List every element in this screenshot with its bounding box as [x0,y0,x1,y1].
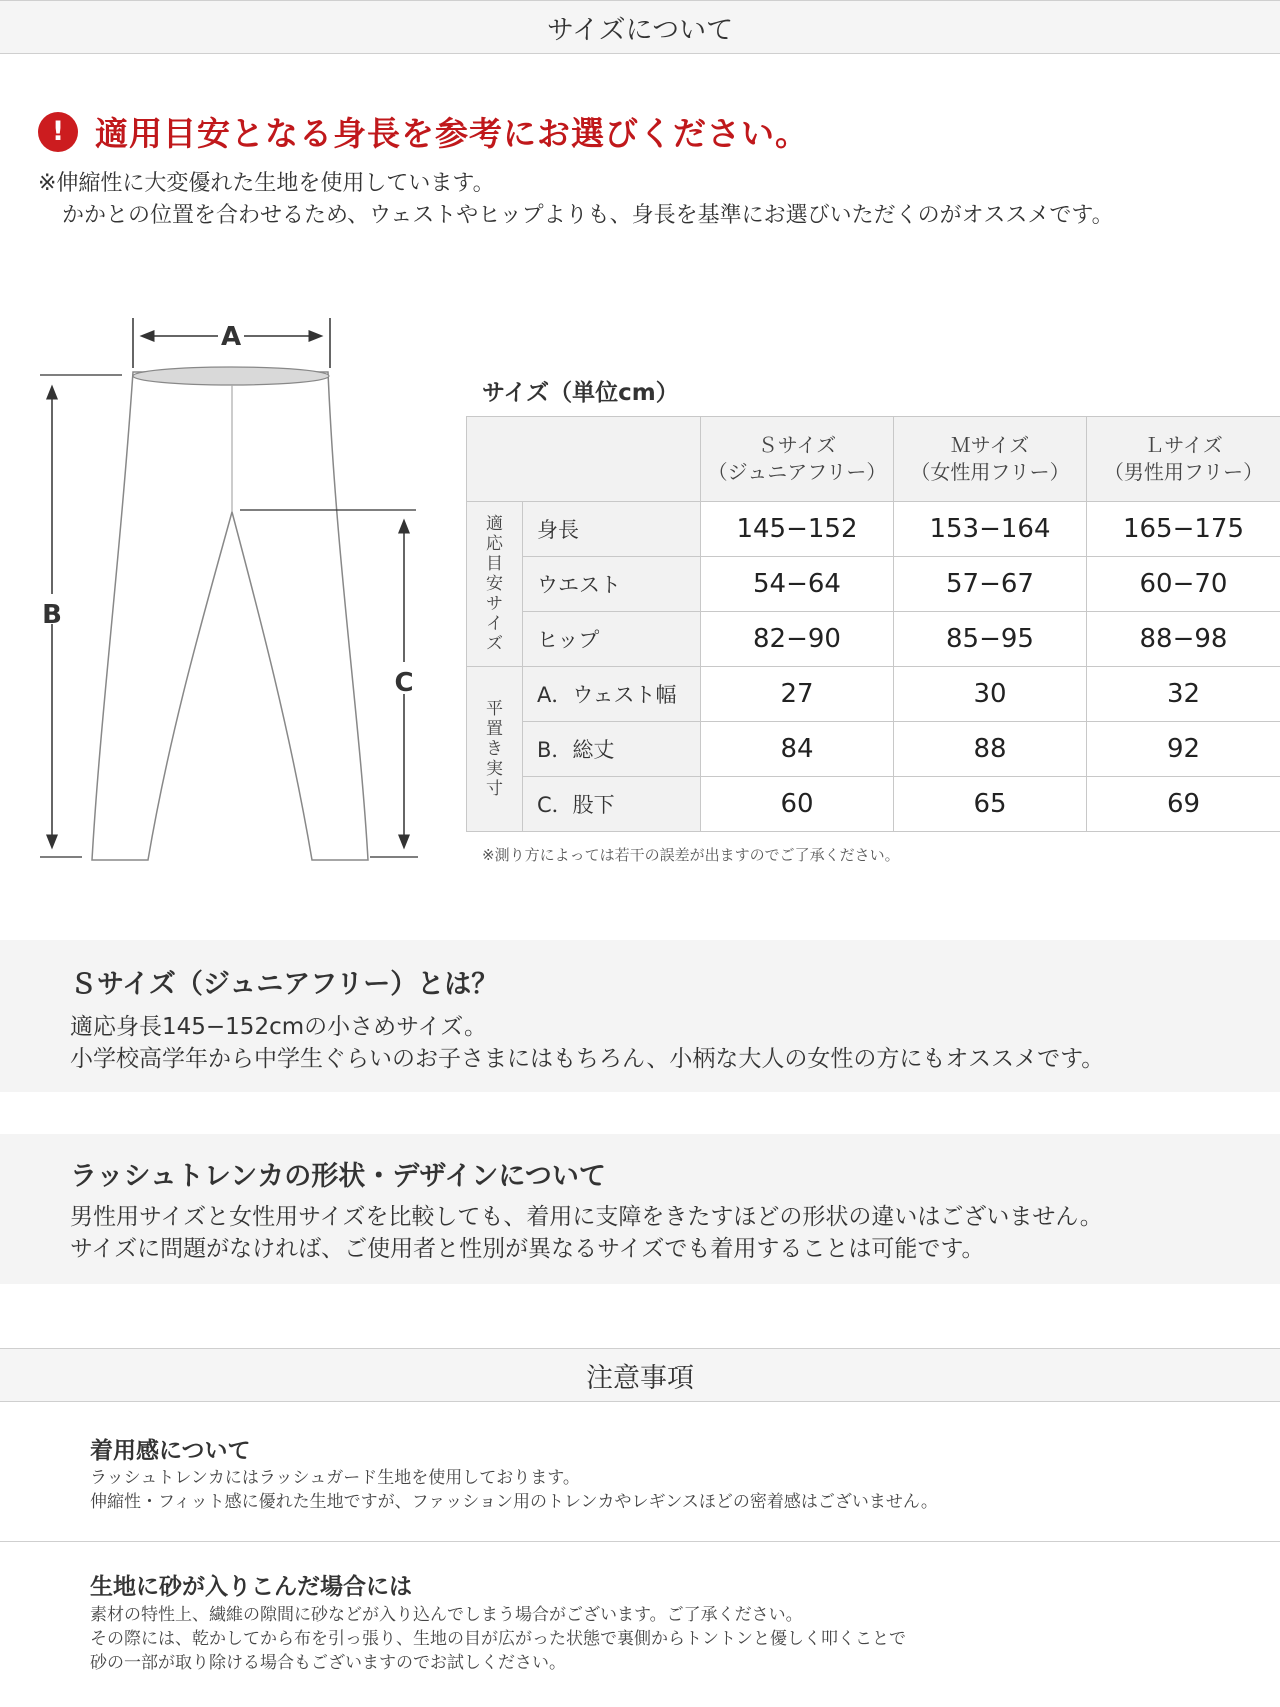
table-cell: 84 [701,722,894,777]
table-cell: 57−67 [894,557,1087,612]
size-table-header-row [467,417,1280,502]
leggings-diagram [0,300,430,880]
design-heading: ラッシュトレンカの形状・デザインについて [70,1161,606,1192]
size-table-note: ※測り方によっては若干の誤差が出ますのでご了承ください。 [482,846,900,864]
note-fit-line2: 伸縮性・フィット感に優れた生地ですが、ファッション用のトレンカやレギンスほどの密着感はございません。 [90,1492,938,1512]
warning-note-line2: かかとの位置を合わせるため、ウェストやヒップよりも、身長を基準にお選びいただくのがオススメです。 [62,203,1114,228]
table-cell: 82−90 [701,612,894,667]
group-label-text: 平置き実寸 [486,699,503,799]
design-info-panel [0,1134,1280,1284]
s-size-line2: 小学校高学年から中学生ぐらいのお子さまにはもちろん、小柄な大人の女性の方にもオススメです。 [70,1046,1105,1072]
warning-headline: 適用目安となる身長を参考にお選びください。 [95,114,809,153]
section-title: サイズについて [546,14,734,46]
row-label: 身長 [523,502,701,557]
dimension-label-a: A [220,322,242,352]
warning-row [38,108,809,155]
group-label-text: 適応目安サイズ [486,514,503,654]
column-header-l [1087,417,1280,502]
section-title: 注意事項 [586,1362,694,1394]
group-label-flat [467,667,523,832]
column-name: Ｓサイズ [757,433,837,457]
s-size-heading: Ｓサイズ（ジュニアフリー）とは？ [70,969,499,1000]
table-row [467,502,1280,557]
row-label: B．総丈 [523,722,701,777]
table-row [467,777,1280,832]
table-row [467,612,1280,667]
column-sub: （ジュニアフリー） [707,460,887,484]
s-size-info-panel [0,940,1280,1092]
exclamation-icon: ! [38,112,78,152]
note-sand-line2: その際には、乾かしてから布を引っ張り、生地の目が広がった状態で裏側からトントンと優しく叩くことで [90,1629,906,1649]
row-label: ウエスト [523,557,701,612]
note-sand-line1: 素材の特性上、繊維の隙間に砂などが入り込んでしまう場合がございます。ご了承ください。 [90,1605,803,1625]
dimension-label-c: C [394,668,414,698]
column-name: Ｍサイズ [950,433,1030,457]
section-header-size [0,0,1280,54]
table-row [467,722,1280,777]
warning-note-line1: ※伸縮性に大変優れた生地を使用しています。 [38,171,495,196]
size-table [466,416,1280,832]
table-cell: 32 [1087,667,1280,722]
table-cell: 88−98 [1087,612,1280,667]
table-cell: 60−70 [1087,557,1280,612]
table-cell: 145−152 [701,502,894,557]
size-table-title: サイズ（単位cm） [482,380,679,406]
note-fit-heading: 着用感について [90,1438,251,1464]
column-sub: （女性用フリー） [910,460,1070,484]
s-size-line1: 適応身長145−152cmの小さめサイズ。 [70,1014,487,1040]
table-cell: 69 [1087,777,1280,832]
table-row [467,667,1280,722]
table-cell: 165−175 [1087,502,1280,557]
column-sub: （男性用フリー） [1103,460,1264,484]
table-cell: 88 [894,722,1087,777]
table-cell: 153−164 [894,502,1087,557]
row-label: C．股下 [523,777,701,832]
note-divider [0,1541,1280,1542]
column-header-m [894,417,1087,502]
table-cell: 85−95 [894,612,1087,667]
design-line2: サイズに問題がなければ、ご使用者と性別が異なるサイズでも着用することは可能です。 [70,1236,985,1262]
table-row [467,557,1280,612]
note-sand-line3: 砂の一部が取り除ける場合もございますのでお試しください。 [90,1653,566,1673]
column-header-s [701,417,894,502]
table-cell: 54−64 [701,557,894,612]
note-sand-heading: 生地に砂が入りこんだ場合には [90,1574,412,1600]
row-label: ヒップ [523,612,701,667]
table-cell: 60 [701,777,894,832]
table-cell: 92 [1087,722,1280,777]
group-label-fit [467,502,523,667]
header-corner [467,417,701,502]
table-cell: 27 [701,667,894,722]
note-fit-line1: ラッシュトレンカにはラッシュガード生地を使用しております。 [90,1468,580,1488]
column-name: Ｌサイズ [1144,433,1223,457]
table-cell: 30 [894,667,1087,722]
table-cell: 65 [894,777,1087,832]
section-header-notes [0,1348,1280,1402]
design-line1: 男性用サイズと女性用サイズを比較しても、着用に支障をきたすほどの形状の違いはございません。 [70,1204,1103,1230]
dimension-label-b: B [42,600,62,630]
row-label: A．ウェスト幅 [523,667,701,722]
